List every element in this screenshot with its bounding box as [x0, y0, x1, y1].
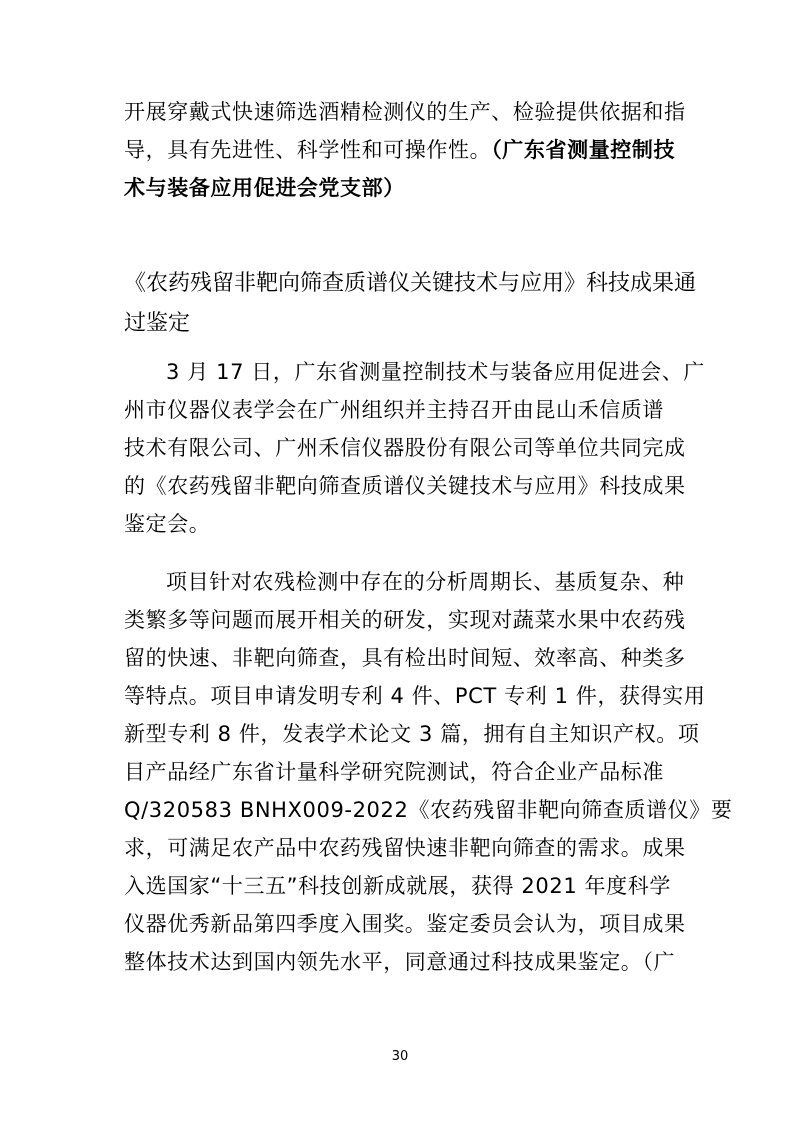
paragraph-line: 类繁多等问题而展开相关的研发，实现对蔬菜水果中农药残 [124, 608, 686, 632]
intro-line-2 [124, 131, 684, 169]
paragraph-line: 仪器优秀新品第四季度入围奖。鉴定委员会认为，项目成果 [124, 912, 686, 936]
paragraph-line: Q/320583 BNHX009-2022《农药残留非靶向筛查质谱仪》要 [124, 798, 733, 822]
article-title-line-1: 《农药残留非靶向筛查质谱仪关键技术与应用》科技成果通 [124, 271, 697, 296]
article-paragraph-2 [124, 563, 733, 981]
paragraph-line: 技术有限公司、广州禾信仪器股份有限公司等单位共同完成 [124, 436, 686, 460]
intro-attribution-end: 术与装备应用促进会党支部） [124, 176, 405, 200]
paragraph-line: 留的快速、非靶向筛查，具有检出时间短、效率高、种类多 [124, 646, 686, 670]
paragraph-line: 求，可满足农产品中农药残留快速非靶向筛查的需求。成果 [124, 836, 686, 860]
paragraph-line: 鉴定会。 [124, 512, 211, 536]
paragraph-line: 新型专利 8 件，发表学术论文 3 篇，拥有自主知识产权。项 [124, 722, 700, 746]
intro-line-1: 开展穿戴式快速筛选酒精检测仪的生产、检验提供依据和指 [124, 100, 686, 124]
paragraph-line: 整体技术达到国内领先水平，同意通过科技成果鉴定。（广 [124, 950, 676, 974]
article-paragraph-1 [124, 353, 705, 543]
article-title [124, 264, 697, 344]
paragraph-line: 项目针对农残检测中存在的分析周期长、基质复杂、种 [166, 570, 685, 594]
paragraph-line: 入选国家“十三五”科技创新成就展，获得 2021 年度科学 [124, 874, 671, 898]
paragraph-line: 州市仪器仪表学会在广州组织并主持召开由昆山禾信质谱 [124, 398, 664, 422]
article-title-line-2: 过鉴定 [124, 311, 191, 336]
paragraph-line: 3 月 17 日，广东省测量控制技术与装备应用促进会、广 [166, 360, 705, 384]
paragraph-line: 目产品经广东省计量科学研究院测试，符合企业产品标准 [124, 760, 664, 784]
intro-paragraph [124, 93, 684, 207]
page-number: 30 [391, 1049, 409, 1064]
paragraph-line: 等特点。项目申请发明专利 4 件、PCT 专利 1 件，获得实用 [124, 684, 706, 708]
paragraph-line: 的《农药残留非靶向筛查质谱仪关键技术与应用》科技成果 [124, 474, 686, 498]
intro-attribution-start: （广东省测量控制技 [491, 138, 676, 162]
intro-line-2-text: 导，具有先进性、科学性和可操作性。 [124, 138, 492, 162]
